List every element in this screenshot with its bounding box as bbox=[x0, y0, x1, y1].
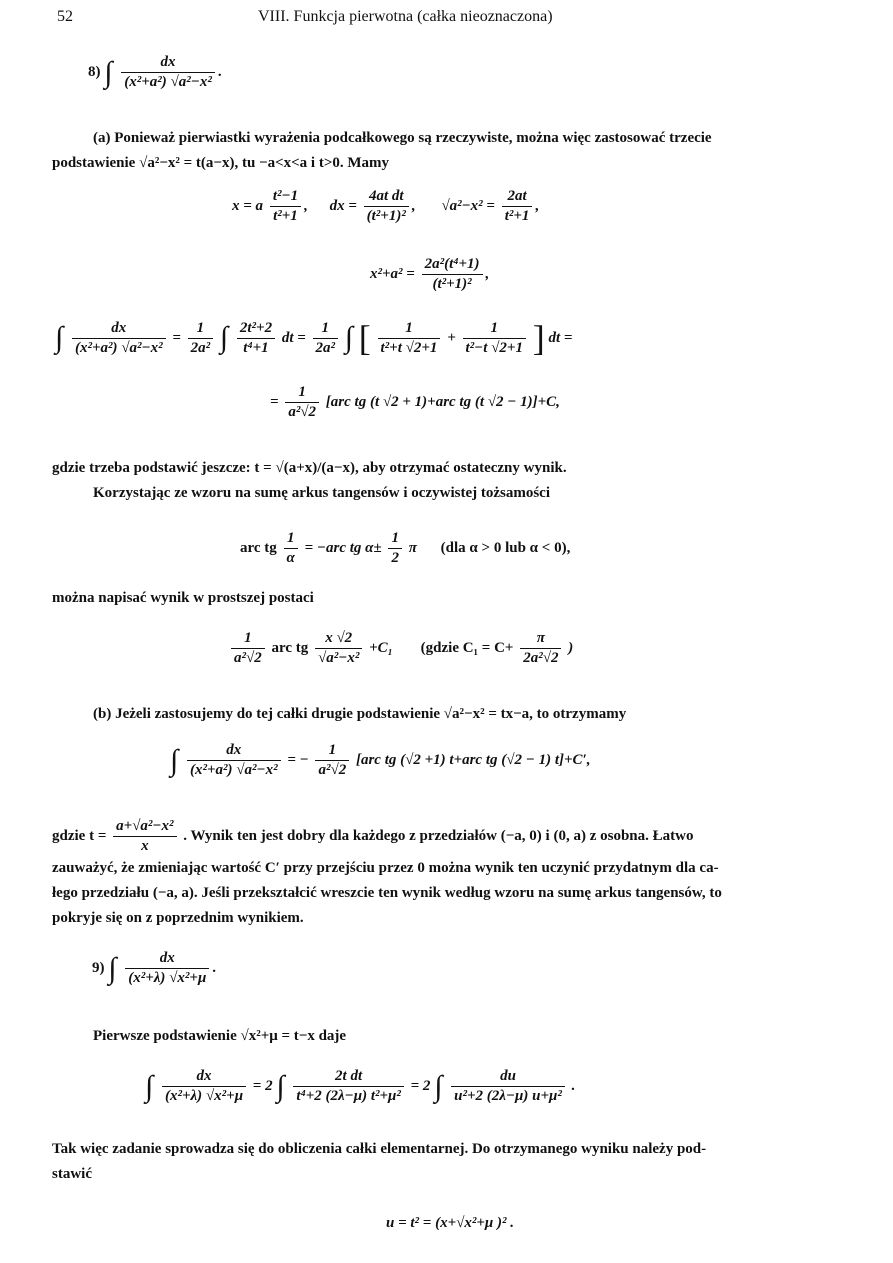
fraction: $\frac{dx}{\text{(x²+a²) √a²−x²}}$ bbox=[72, 320, 166, 358]
fraction: $\frac{1}{\text{t²−t √2+1}}$ bbox=[463, 320, 526, 358]
fraction: $\frac{dx}{\text{(x²+λ) √x²+μ}}$ bbox=[162, 1068, 246, 1106]
integral-sign: ∫ bbox=[55, 321, 64, 355]
page-number: 52 bbox=[57, 8, 73, 25]
part-a-line1: (a) Ponieważ pierwiastki wyrażenia podcałkowego są rzeczywiste, można więc zastosować trzecie bbox=[93, 130, 712, 146]
note-substitute: gdzie trzeba podstawić jeszcze: t = √(a+x)/(a−x), aby otrzymać ostateczny wynik. bbox=[52, 460, 567, 476]
identity-row: arc tg $\frac{1}{\alpha}$ = −arc tg α± $\frac{1}{2}$ π (dla α > 0 lub α < 0), bbox=[240, 530, 571, 567]
fraction: $\frac{1}{\text{a²√2}}$ bbox=[231, 630, 265, 668]
sum-row: x²+a² = $\frac{\text{2a²(t⁴+1)}}{\text{(t²+1)²}}$ , bbox=[370, 256, 490, 293]
part-b-intro: (b) Jeżeli zastosujemy do tej całki drugie podstawienie √a²−x² = tx−a, to otrzymamy bbox=[93, 706, 627, 722]
fraction: $\frac{\text{4at dt}}{\text{(t²+1)²}}$ bbox=[364, 188, 409, 226]
integral-sign: ∫ bbox=[170, 743, 179, 777]
simplified-result-row: $\frac{1}{\text{a²√2}}$ arc tg $\frac{x √2}{\text{√a²−x²}}$ +C₁ (gdzie C₁ = C+ $\frac{\pi}{\text{2a²√2}}$ ) bbox=[228, 630, 573, 668]
fraction: $\frac{x √2}{\text{√a²−x²}}$ bbox=[315, 630, 362, 668]
problem-8-label: 8) bbox=[88, 64, 101, 81]
chapter-title: VIII. Funkcja pierwotna (całka nieoznaczona) bbox=[258, 8, 553, 25]
problem-9-substitution: Pierwsze podstawienie √x²+μ = t−x daje bbox=[93, 1028, 347, 1044]
fraction: $\frac{1}{\alpha}$ bbox=[284, 530, 298, 568]
fraction: $\frac{1}{\text{a²√2}}$ bbox=[285, 384, 319, 422]
integral-sign: ∫ bbox=[434, 1069, 443, 1103]
fraction: $\frac{\text{2t²+2}}{\text{t⁴+1}}$ bbox=[237, 320, 275, 358]
result-row: = $\frac{1}{\text{a²√2}}$ [arc tg (t √2 + 1)+arc tg (t √2 − 1)]+C, bbox=[270, 384, 560, 421]
problem-9-final: u = t² = (x+√x²+μ )² . bbox=[386, 1215, 515, 1231]
fraction: $\frac{1}{\text{2a²}}$ bbox=[313, 320, 339, 358]
integral-sign: ∫ bbox=[108, 951, 117, 985]
fraction: $\frac{\text{a+√a²−x²}}{x}$ bbox=[113, 818, 176, 856]
fraction: $\frac{dx}{\text{(x²+a²) √a²−x²}}$ bbox=[187, 742, 281, 780]
integral-sign: ∫ bbox=[276, 1069, 285, 1103]
fraction: $\frac{1}{2}$ bbox=[388, 530, 402, 568]
part-b-text3: łego przedziału (−a, a). Jeśli przekształcić wreszcie ten wynik według wzoru na sumę arkus tangensów, to bbox=[52, 885, 722, 901]
fraction: $\frac{du}{\text{u²+2 (2λ−μ) u+μ²}}$ bbox=[451, 1068, 565, 1106]
fraction: $\frac{dx}{\text{(x²+a²) √a²−x²}}$ bbox=[121, 54, 215, 92]
note-arctan-sum: Korzystając ze wzoru na sumę arkus tangensów i oczywistej tożsamości bbox=[93, 485, 551, 501]
integral-sign: ∫ bbox=[219, 321, 229, 355]
integral-sign: ∫ bbox=[145, 1069, 154, 1103]
fraction: $\frac{2at}{\text{t²+1}}$ bbox=[502, 188, 533, 226]
part-b-equation: ∫ $\frac{dx}{\text{(x²+a²) √a²−x²}}$ = − $\frac{1}{\text{a²√2}}$ [arc tg (√2 +1) t+arc tg (√2 − 1) t]+C′, bbox=[170, 742, 591, 779]
integral-sign: ∫ bbox=[104, 55, 113, 89]
problem-9-equation: ∫ $\frac{dx}{\text{(x²+λ) √x²+μ}}$ = 2 ∫ $\frac{\text{2t dt}}{\text{t⁴+2 (2λ−μ) t²+μ²}}$ = 2 ∫ $\frac{du}{\text{u²+2 (2λ−μ) u+μ²}}$ . bbox=[145, 1068, 576, 1105]
note-simpler: można napisać wynik w prostszej postaci bbox=[52, 590, 314, 606]
fraction: $\frac{\pi}{\text{2a²√2}}$ bbox=[520, 630, 561, 668]
integral-equation: ∫ $\frac{dx}{\text{(x²+a²) √a²−x²}}$ = $\frac{1}{\text{2a²}}$ ∫ $\frac{\text{2t²+2}}{\text{t⁴+1}}$ dt = $\frac{1}{\text{2a²}}$ ∫ [ $\frac{1}{\text{t²+t √2+1}}$ + $\frac{1}{\text{t²−t √2+1}}$ ] dt = bbox=[55, 318, 573, 358]
part-b-text4: pokryje się on z poprzednim wynikiem. bbox=[52, 910, 304, 926]
part-b-where-row: gdzie t = $\frac{\text{a+√a²−x²}}{x}$ . Wynik ten jest dobry dla każdego z przedziałów (−a, 0) i (0, a) z osobna. Łatwo bbox=[52, 818, 694, 855]
part-a-line2: podstawienie √a²−x² = t(a−x), tu −a<x<a i t>0. Mamy bbox=[52, 155, 390, 171]
substitution-row: x = a $\frac{\text{t²−1}}{\text{t²+1}}$ , dx = $\frac{\text{4at dt}}{\text{(t²+1)²}}$ , √a²−x² = $\frac{2at}{\text{t²+1}}$ , bbox=[232, 188, 540, 225]
problem-9-text2: Tak więc zadanie sprowadza się do obliczenia całki elementarnej. Do otrzymanego wyniku należy pod- bbox=[52, 1141, 707, 1157]
fraction: $\frac{dx}{\text{(x²+λ) √x²+μ}}$ bbox=[125, 950, 209, 988]
integral-sign: ∫ bbox=[344, 321, 354, 355]
problem-9-label: 9) bbox=[92, 960, 105, 977]
problem-9-text3: stawić bbox=[52, 1166, 92, 1182]
fraction: $\frac{\text{2a²(t⁴+1)}}{\text{(t²+1)²}}$ bbox=[422, 256, 483, 294]
fraction: $\frac{1}{\text{t²+t √2+1}}$ bbox=[378, 320, 441, 358]
part-b-text2: zauważyć, że zmieniając wartość C′ przy przejściu przez 0 można wynik ten uczynić przydatnym dla ca- bbox=[52, 860, 719, 876]
fraction: $\frac{1}{\text{a²√2}}$ bbox=[315, 742, 349, 780]
problem-8-statement: 8) ∫ $\frac{dx}{\text{(x²+a²) √a²−x²}}$ . bbox=[88, 54, 222, 91]
problem-9-statement: 9) ∫ $\frac{dx}{\text{(x²+λ) √x²+μ}}$ . bbox=[92, 950, 217, 987]
fraction: $\frac{\text{t²−1}}{\text{t²+1}}$ bbox=[270, 188, 301, 226]
fraction: $\frac{\text{2t dt}}{\text{t⁴+2 (2λ−μ) t²+μ²}}$ bbox=[293, 1068, 404, 1106]
fraction: $\frac{1}{\text{2a²}}$ bbox=[188, 320, 214, 358]
